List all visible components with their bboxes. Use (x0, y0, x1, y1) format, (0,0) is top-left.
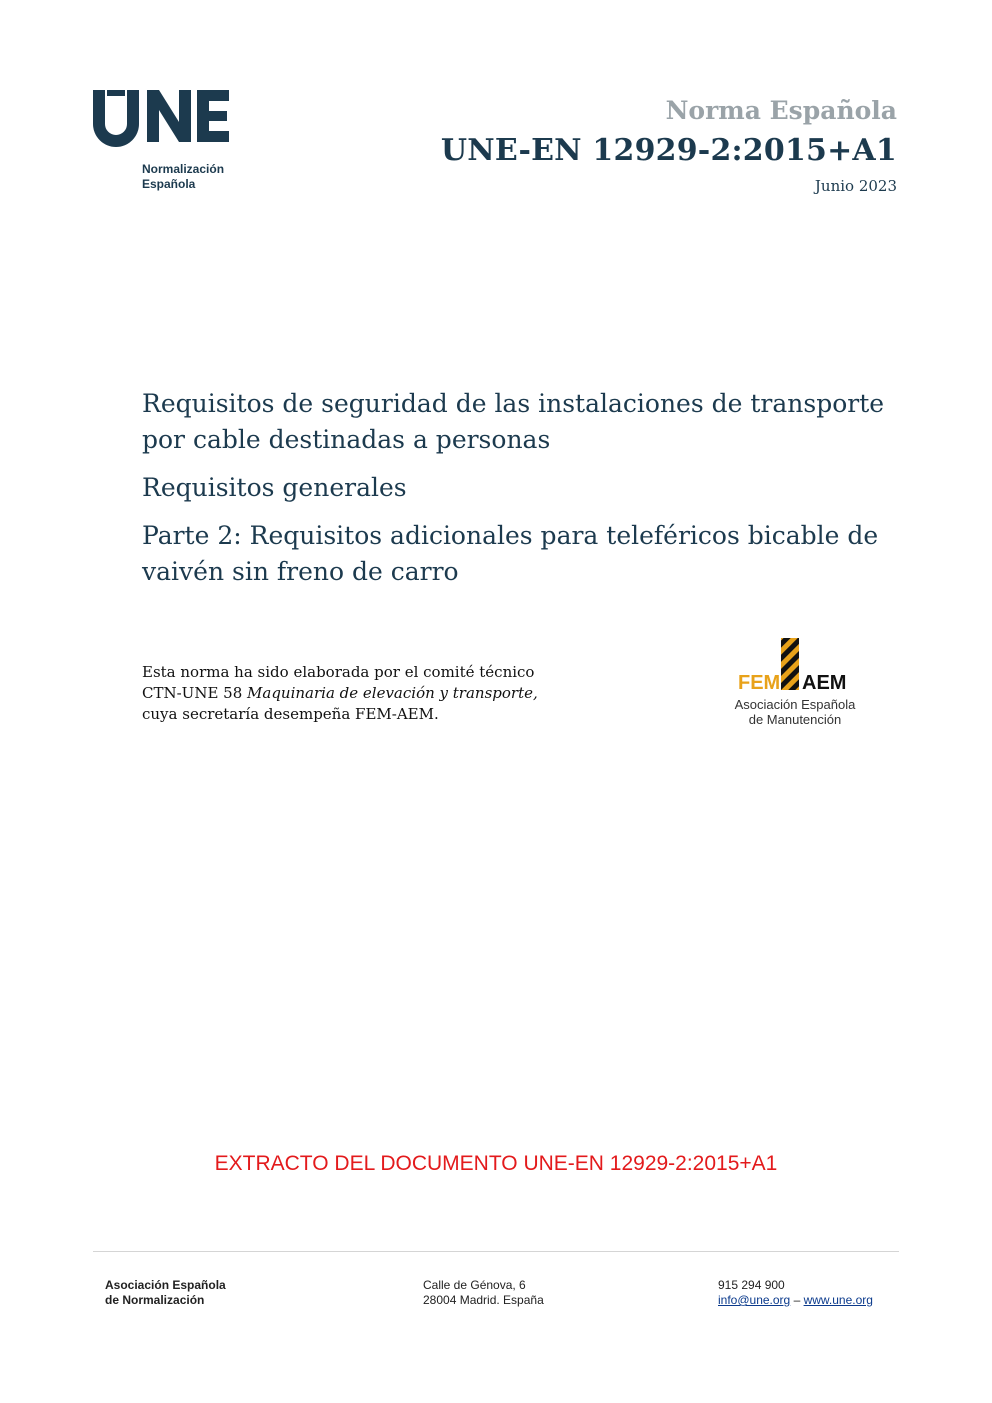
footer-address (423, 1278, 544, 1308)
footer-website-link[interactable]: www.une.org (803, 1293, 873, 1307)
committee-line3: cuya secretaría desempeña FEM-AEM. (142, 705, 439, 723)
committee-line2 (142, 683, 602, 704)
norma-label: Norma Española (665, 96, 897, 125)
norma-code: UNE-EN 12929-2:2015+A1 (440, 133, 897, 168)
footer-address-line2: 28004 Madrid. España (423, 1293, 544, 1307)
fem-aem-logo-mark (720, 638, 865, 696)
footer-address-line1: Calle de Génova, 6 (423, 1278, 526, 1292)
title-part: Parte 2: Requisitos adicionales para teleféricos bicable de vaivén sin freno de carro (142, 521, 879, 586)
committee-line1: Esta norma ha sido elaborada por el comité técnico (142, 663, 535, 681)
fem-text: FEM (738, 672, 781, 694)
footer-phone: 915 294 900 (718, 1278, 785, 1292)
une-logo-subtitle-line1: Normalización (142, 162, 225, 176)
une-logo-subtitle (142, 162, 224, 192)
fem-caption-line2: de Manutención (748, 712, 842, 727)
title-main: Requisitos de seguridad de las instalaciones de transporte por cable destinadas a personas (142, 389, 885, 454)
fem-caption-line1: Asociación Española (734, 697, 856, 712)
une-logo-mark (93, 90, 233, 150)
footer-divider (93, 1251, 899, 1252)
norma-date: Junio 2023 (814, 177, 897, 195)
fem-aem-caption (720, 697, 870, 727)
extract-notice: EXTRACTO DEL DOCUMENTO UNE-EN 12929-2:2015+A1 (214, 1152, 778, 1175)
une-logo-subtitle-line2: Española (142, 177, 196, 191)
footer-org-line2: de Normalización (105, 1293, 205, 1307)
footer-links (718, 1293, 873, 1308)
committee-name: Maquinaria de elevación y transporte, (247, 684, 538, 702)
committee-code: CTN-UNE 58 (142, 684, 248, 702)
footer-link-separator: – (790, 1293, 804, 1307)
aem-text: AEM (802, 672, 847, 694)
footer-email-link[interactable]: info@une.org (718, 1293, 791, 1307)
document-titles (142, 386, 902, 602)
footer-org-line1: Asociación Española (105, 1278, 226, 1292)
title-general: Requisitos generales (142, 473, 407, 502)
footer-organization (105, 1278, 226, 1308)
footer-contact (718, 1278, 873, 1308)
committee-statement (142, 662, 602, 725)
